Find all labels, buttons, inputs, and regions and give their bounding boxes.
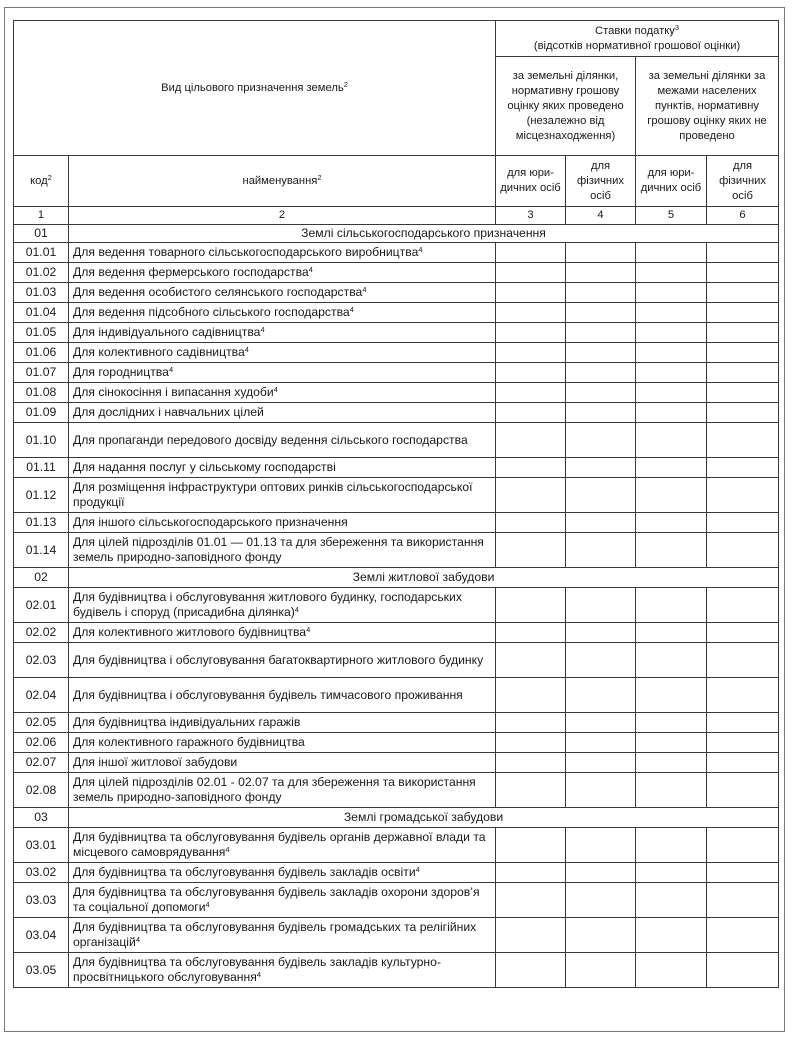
rate-cell[interactable] (496, 283, 566, 303)
row-name (69, 383, 496, 403)
row-code: 01.05 (14, 323, 69, 343)
table-row (14, 458, 779, 478)
row-name (69, 918, 496, 953)
rate-cell[interactable] (636, 918, 707, 953)
row-name-text: Для іншого сільськогосподарського призначення (73, 515, 348, 529)
row-name-text: Для цілей підрозділів 02.01 - 02.07 та для збереження та використання земель природно-заповідного фонду (73, 775, 476, 804)
table-row (14, 623, 779, 643)
footnote-mark: 4 (244, 345, 249, 354)
table-row (14, 533, 779, 568)
table-row (14, 303, 779, 323)
table-row (14, 678, 779, 713)
rate-cell[interactable] (707, 713, 779, 733)
row-name-text: Для будівництва індивідуальних гаражів (73, 715, 301, 729)
section-title: Землі сільськогосподарського призначення (69, 225, 779, 243)
row-name-text: Для будівництва і обслуговування будівель тимчасового проживання (73, 687, 463, 702)
rate-cell[interactable] (496, 713, 566, 733)
row-name (69, 678, 496, 713)
row-code: 02.02 (14, 623, 69, 643)
table-row (14, 513, 779, 533)
row-name (69, 828, 496, 863)
row-code: 02.03 (14, 643, 69, 678)
row-name (69, 513, 496, 533)
row-name-text: Для пропаганди передового досвіду ведення сільського господарства (73, 432, 468, 447)
table-row (14, 863, 779, 883)
footnote-mark: 4 (256, 970, 261, 979)
row-name (69, 753, 496, 773)
rate-cell[interactable] (496, 383, 566, 403)
rate-cell[interactable] (636, 343, 707, 363)
row-code: 03.05 (14, 953, 69, 988)
row-code: 02 (14, 568, 69, 588)
rate-cell[interactable] (707, 678, 779, 713)
section-title: Землі житлової забудови (69, 568, 779, 588)
row-name (69, 283, 496, 303)
rate-cell[interactable] (496, 243, 566, 263)
rate-cell[interactable] (636, 588, 707, 623)
footnote-mark: 4 (205, 900, 210, 909)
individuals-header: для фізичних осіб (566, 156, 636, 207)
rate-cell[interactable] (566, 403, 636, 423)
rate-cell[interactable] (496, 678, 566, 713)
rate-cell[interactable] (496, 753, 566, 773)
rate-cell[interactable] (566, 243, 636, 263)
row-code: 01.02 (14, 263, 69, 283)
rate-cell[interactable] (636, 733, 707, 753)
rate-cell[interactable] (707, 918, 779, 953)
legal-entities-header: для юри-дичних осіб (496, 156, 566, 207)
rate-cell[interactable] (566, 713, 636, 733)
row-name (69, 263, 496, 283)
row-name-text: Для розміщення інфраструктури оптових ринків сільськогосподарської продукції (73, 480, 473, 509)
outside-settlements-header: за земельні ділянки за межами населених пунктів, нормативну грошову оцінку яких не проведено (636, 57, 779, 156)
rate-cell[interactable] (566, 283, 636, 303)
name-header: найменування$^2$ (69, 156, 496, 207)
row-name (69, 458, 496, 478)
rate-cell[interactable] (566, 363, 636, 383)
table-row (14, 588, 779, 623)
row-code: 02.05 (14, 713, 69, 733)
table-row (14, 643, 779, 678)
rate-cell[interactable] (496, 953, 566, 988)
rate-cell[interactable] (636, 263, 707, 283)
row-name (69, 643, 496, 678)
section-row (14, 568, 779, 588)
legal-entities-header: для юри-дичних осіб (636, 156, 707, 207)
row-code: 01.06 (14, 343, 69, 363)
row-name (69, 588, 496, 623)
rate-cell[interactable] (496, 263, 566, 283)
rate-cell[interactable] (566, 343, 636, 363)
rate-cell[interactable] (496, 533, 566, 568)
row-name-text: Для ведення підсобного сільського господарства (73, 305, 350, 319)
row-name (69, 953, 496, 988)
row-name-text: Для будівництва і обслуговування багатоквартирного житлового будинку (73, 652, 484, 667)
table-row (14, 733, 779, 753)
table-row (14, 478, 779, 513)
row-code: 01.14 (14, 533, 69, 568)
row-name (69, 773, 496, 808)
rate-cell[interactable] (707, 643, 779, 678)
rate-cell[interactable] (566, 643, 636, 678)
row-code: 01.01 (14, 243, 69, 263)
row-code: 02.08 (14, 773, 69, 808)
rate-cell[interactable] (707, 588, 779, 623)
rate-cell[interactable] (636, 533, 707, 568)
rate-cell[interactable] (636, 623, 707, 643)
rate-cell[interactable] (566, 533, 636, 568)
rate-cell[interactable] (636, 323, 707, 343)
rate-cell[interactable] (496, 458, 566, 478)
rate-cell[interactable] (496, 423, 566, 458)
row-name (69, 423, 496, 458)
rate-cell[interactable] (636, 423, 707, 458)
row-name-text: Для індивідуального садівництва (73, 325, 261, 339)
row-code: 01.08 (14, 383, 69, 403)
table-row (14, 383, 779, 403)
row-name-text: Для будівництва та обслуговування будівель органів державної влади та місцевого самоврядування (73, 830, 486, 859)
row-name (69, 733, 496, 753)
rate-cell[interactable] (636, 773, 707, 808)
footnote-mark: 4 (362, 285, 367, 294)
table-row (14, 953, 779, 988)
rate-cell[interactable] (496, 403, 566, 423)
row-name (69, 533, 496, 568)
table-row (14, 323, 779, 343)
rate-cell[interactable] (707, 283, 779, 303)
rate-cell[interactable] (566, 458, 636, 478)
rate-cell[interactable] (496, 623, 566, 643)
section-row (14, 808, 779, 828)
rate-cell[interactable] (707, 458, 779, 478)
footnote-mark: 4 (168, 365, 174, 374)
row-code: 03.02 (14, 863, 69, 883)
row-code: 03.01 (14, 828, 69, 863)
rate-cell[interactable] (566, 303, 636, 323)
rate-cell[interactable] (707, 323, 779, 343)
footnote-mark: 4 (225, 845, 230, 854)
rate-cell[interactable] (707, 243, 779, 263)
rate-cell[interactable] (636, 713, 707, 733)
row-name-text: Для городництва (73, 365, 169, 379)
rate-cell[interactable] (496, 918, 566, 953)
footnote-mark: 4 (273, 385, 278, 394)
rate-cell[interactable] (566, 263, 636, 283)
rate-cell[interactable] (707, 623, 779, 643)
row-name-text: Для сінокосіння і випасання худоби (73, 385, 274, 399)
rate-cell[interactable] (636, 403, 707, 423)
row-name-text: Для будівництва та обслуговування будівель громадських та релігійних організацій (73, 920, 477, 949)
row-code: 01.09 (14, 403, 69, 423)
row-name (69, 343, 496, 363)
row-name-text: Для колективного гаражного будівництва (73, 735, 305, 749)
row-name (69, 478, 496, 513)
row-name-text: Для будівництва та обслуговування будівель закладів охорони здоров’я та соціальної допомоги (73, 885, 480, 914)
column-number: 3 (496, 207, 566, 225)
rate-cell[interactable] (707, 403, 779, 423)
rate-cell[interactable] (496, 733, 566, 753)
rate-cell[interactable] (566, 953, 636, 988)
row-name (69, 363, 496, 383)
row-name-text: Для іншої житлової забудови (73, 755, 238, 769)
rate-cell[interactable] (636, 828, 707, 863)
table-row (14, 283, 779, 303)
table-row (14, 243, 779, 263)
rate-cell[interactable] (636, 478, 707, 513)
rate-cell[interactable] (496, 863, 566, 883)
row-name-text: Для ведення товарного сільськогосподарського виробництва (73, 245, 419, 259)
row-name-text: Для ведення особистого селянського господарства (73, 285, 363, 299)
rate-cell[interactable] (566, 383, 636, 403)
row-name-text: Для будівництва та обслуговування будівель закладів культурно-просвітницького обслуговування (73, 955, 442, 984)
row-code: 01.04 (14, 303, 69, 323)
table-row (14, 883, 779, 918)
row-name-text: Для будівництва і обслуговування житлового будинку, господарських будівель і споруд (присадибна ділянка) (73, 590, 462, 619)
rate-cell[interactable] (496, 343, 566, 363)
rate-cell[interactable] (496, 478, 566, 513)
rate-cell[interactable] (636, 863, 707, 883)
row-name (69, 243, 496, 263)
rate-cell[interactable] (566, 588, 636, 623)
row-name (69, 883, 496, 918)
row-code: 01.11 (14, 458, 69, 478)
rate-cell[interactable] (636, 953, 707, 988)
rate-cell[interactable] (566, 828, 636, 863)
section-title: Землі громадської забудови (69, 808, 779, 828)
row-name (69, 713, 496, 733)
rate-cell[interactable] (566, 478, 636, 513)
footnote-mark: 4 (308, 265, 313, 274)
table-row (14, 343, 779, 363)
table-row (14, 713, 779, 733)
rate-cell[interactable] (707, 533, 779, 568)
rate-cell[interactable] (636, 283, 707, 303)
table-row (14, 918, 779, 953)
table-row (14, 363, 779, 383)
footnote-mark: 4 (349, 305, 354, 314)
footnote-mark: 4 (260, 325, 265, 334)
row-code: 02.04 (14, 678, 69, 713)
row-code: 03 (14, 808, 69, 828)
rate-cell[interactable] (566, 678, 636, 713)
row-name-text: Для ведення фермерського господарства (73, 265, 309, 279)
rate-cell[interactable] (566, 423, 636, 458)
rate-cell[interactable] (636, 513, 707, 533)
rate-cell[interactable] (566, 623, 636, 643)
column-number: 4 (566, 207, 636, 225)
column-number: 5 (636, 207, 707, 225)
row-code: 01.13 (14, 513, 69, 533)
rate-cell[interactable] (707, 513, 779, 533)
table-row (14, 773, 779, 808)
rate-cell[interactable] (496, 883, 566, 918)
rate-cell[interactable] (636, 458, 707, 478)
row-name (69, 323, 496, 343)
row-name (69, 623, 496, 643)
row-code: 02.07 (14, 753, 69, 773)
section-row (14, 225, 779, 243)
rate-cell[interactable] (566, 323, 636, 343)
row-code: 01.12 (14, 478, 69, 513)
rate-cell[interactable] (707, 733, 779, 753)
rate-cell[interactable] (636, 643, 707, 678)
rate-cell[interactable] (636, 363, 707, 383)
row-name (69, 303, 496, 323)
row-name-text: Для будівництва та обслуговування будівель закладів освіти (73, 865, 416, 879)
individuals-header: для фізичних осіб (707, 156, 779, 207)
column-number: 6 (707, 207, 779, 225)
table-row (14, 423, 779, 458)
column-number: 1 (14, 207, 69, 225)
rate-cell[interactable] (496, 828, 566, 863)
rate-cell[interactable] (707, 828, 779, 863)
row-code: 01.07 (14, 363, 69, 383)
rate-cell[interactable] (566, 513, 636, 533)
rate-cell[interactable] (707, 303, 779, 323)
rate-cell[interactable] (496, 588, 566, 623)
table-row (14, 753, 779, 773)
rate-cell[interactable] (707, 953, 779, 988)
rate-cell[interactable] (707, 863, 779, 883)
column-number: 2 (69, 207, 496, 225)
row-name-text: Для колективного житлового будівництва (73, 625, 307, 639)
footnote-mark: 4 (294, 605, 299, 614)
footnote-mark: 4 (418, 245, 423, 254)
rate-cell[interactable] (566, 753, 636, 773)
rate-cell[interactable] (707, 423, 779, 458)
rate-cell[interactable] (707, 363, 779, 383)
row-name (69, 403, 496, 423)
rate-cell[interactable] (566, 863, 636, 883)
rate-cell[interactable] (707, 383, 779, 403)
row-code: 02.01 (14, 588, 69, 623)
rate-cell[interactable] (636, 678, 707, 713)
rate-cell[interactable] (496, 513, 566, 533)
footnote-mark: 4 (135, 935, 140, 944)
table-row (14, 828, 779, 863)
rate-cell[interactable] (496, 363, 566, 383)
row-code: 01.03 (14, 283, 69, 303)
rate-cell[interactable] (566, 918, 636, 953)
row-code: 03.04 (14, 918, 69, 953)
table-row (14, 403, 779, 423)
rate-cell[interactable] (707, 773, 779, 808)
rate-cell[interactable] (636, 883, 707, 918)
row-name-text: Для надання послуг у сільському господарстві (73, 460, 336, 474)
rates-header: Ставки податку$^3$ (відсотків нормативної грошової оцінки) (496, 21, 779, 57)
rate-cell[interactable] (636, 243, 707, 263)
row-name-text: Для цілей підрозділів 01.01 — 01.13 та для збереження та використання земель природно-заповідного фонду (73, 535, 484, 564)
row-name (69, 863, 496, 883)
rate-cell[interactable] (496, 773, 566, 808)
rate-cell[interactable] (707, 263, 779, 283)
rate-cell[interactable] (496, 303, 566, 323)
rate-cell[interactable] (636, 753, 707, 773)
rate-cell[interactable] (566, 733, 636, 753)
row-code: 01 (14, 225, 69, 243)
rate-cell[interactable] (707, 343, 779, 363)
rate-cell[interactable] (496, 323, 566, 343)
valued-plots-header: за земельні ділянки, нормативну грошову оцінку яких проведено (незалежно від місцезнаходження) (496, 57, 636, 156)
footnote-mark: 4 (306, 625, 311, 634)
rate-cell[interactable] (636, 383, 707, 403)
row-name-text: Для колективного садівництва (73, 345, 245, 359)
row-name-text: Для дослідних і навчальних цілей (73, 405, 264, 419)
footnote-mark: 4 (415, 865, 420, 874)
rate-cell[interactable] (566, 883, 636, 918)
land-type-header: Вид цільового призначення земель$^2$ (14, 21, 496, 156)
rate-cell[interactable] (707, 478, 779, 513)
row-code: 02.06 (14, 733, 69, 753)
rate-cell[interactable] (566, 773, 636, 808)
code-header: код$^2$ (14, 156, 69, 207)
rate-cell[interactable] (707, 753, 779, 773)
row-code: 01.10 (14, 423, 69, 458)
rate-cell[interactable] (496, 643, 566, 678)
table-row (14, 263, 779, 283)
land-tax-table (13, 20, 779, 988)
row-code: 03.03 (14, 883, 69, 918)
rate-cell[interactable] (636, 303, 707, 323)
rate-cell[interactable] (707, 883, 779, 918)
